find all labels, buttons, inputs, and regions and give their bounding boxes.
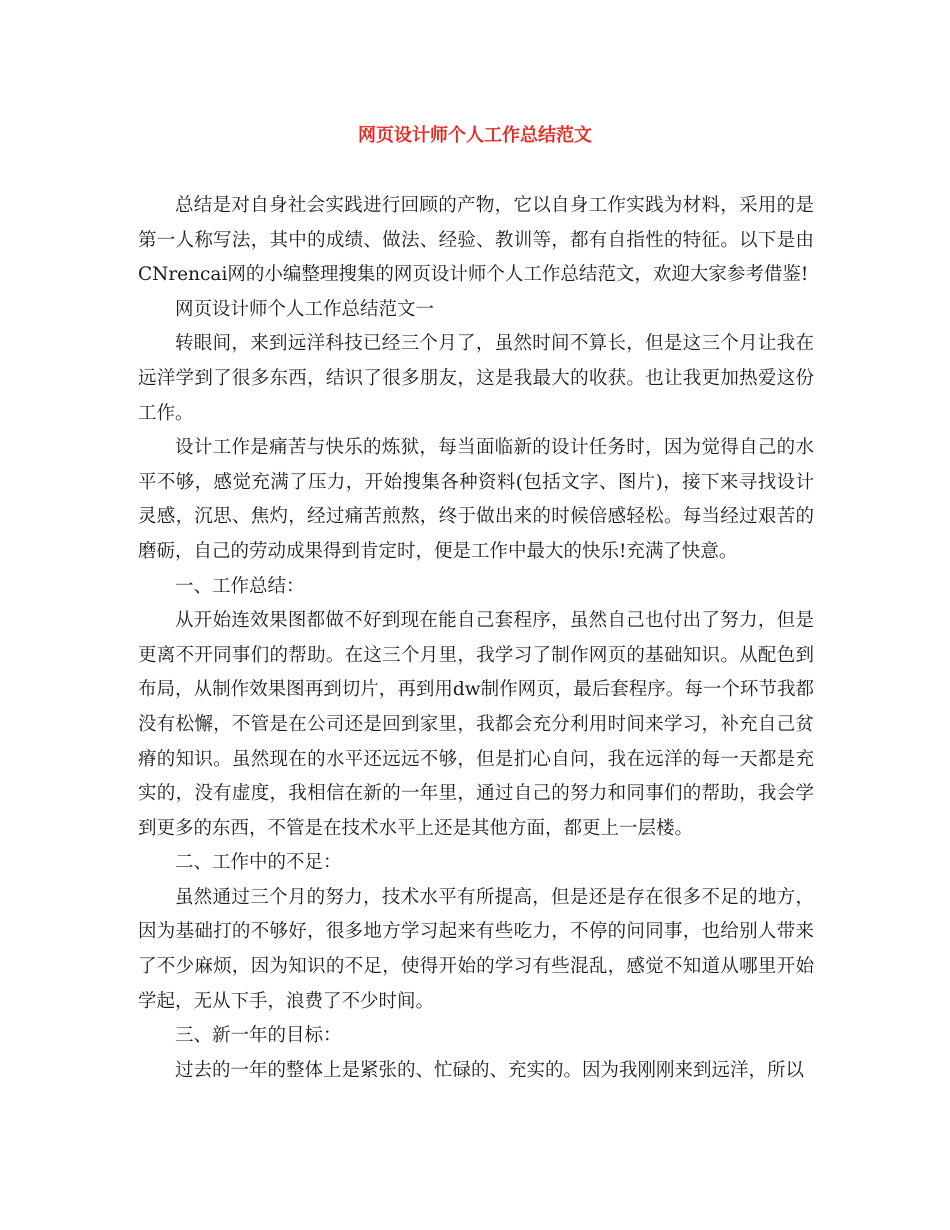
section-heading-new-year-goals: 三、新一年的目标： xyxy=(175,1025,342,1047)
intro-paragraph: 总结是对自身社会实践进行回顾的产物，它以自身工作实践为材料，采用的是第一人称写法，其中的成绩、做法、经验、教训等，都有自指性的特征。以下是由CNrencai网的小编整理搜集的网页设计师个人工作总结范文，欢迎大家参考借鉴! xyxy=(138,195,814,286)
body-paragraph: 过去的一年的整体上是紧张的、忙碌的、充实的。因为我刚刚来到远洋，所以 xyxy=(175,1059,805,1081)
body-paragraph: 转眼间，来到远洋科技已经三个月了，虽然时间不算长，但是这三个月让我在远洋学到了很多东西，结识了很多朋友，这是我最大的收获。也让我更加热爱这份工作。 xyxy=(138,333,814,424)
body-paragraph: 设计工作是痛苦与快乐的炼狱，每当面临新的设计任务时，因为觉得自己的水平不够，感觉充满了压力，开始搜集各种资料(包括文字、图片)，接下来寻找设计灵感，沉思、焦灼，经过痛苦煎熬，终于做出来的时候倍感轻松。每当经过艰苦的磨砺，自己的劳动成果得到肯定时，便是工作中最大的快乐!充满了快意。 xyxy=(138,437,814,562)
document-title: 网页设计师个人工作总结范文 xyxy=(358,125,592,146)
section-heading-shortcomings: 二、工作中的不足： xyxy=(175,852,342,874)
document-body xyxy=(138,189,814,1088)
section-heading-work-summary: 一、工作总结： xyxy=(175,575,305,597)
body-paragraph: 从开始连效果图都做不好到现在能自己套程序，虽然自己也付出了努力，但是更离不开同事们的帮助。在这三个月里，我学习了制作网页的基础知识。从配色到布局，从制作效果图再到切片，再到用dw制作网页，最后套程序。每一个环节我都没有松懈，不管是在公司还是回到家里，我都会充分利用时间来学习，补充自己贫瘠的知识。虽然现在的水平还远远不够，但是扪心自问，我在远洋的每一天都是充实的，没有虚度，我相信在新的一年里，通过自己的努力和同事们的帮助，我会学到更多的东西，不管是在技术水平上还是其他方面，都更上一层楼。 xyxy=(138,610,814,839)
body-paragraph: 虽然通过三个月的努力，技术水平有所提高，但是还是存在很多不足的地方，因为基础打的不够好，很多地方学习起来有些吃力，不停的问同事，也给别人带来了不少麻烦，因为知识的不足，使得开始的学习有些混乱，感觉不知道从哪里开始学起，无从下手，浪费了不少时间。 xyxy=(138,886,814,1012)
section-heading-sample-one: 网页设计师个人工作总结范文一 xyxy=(175,298,435,320)
